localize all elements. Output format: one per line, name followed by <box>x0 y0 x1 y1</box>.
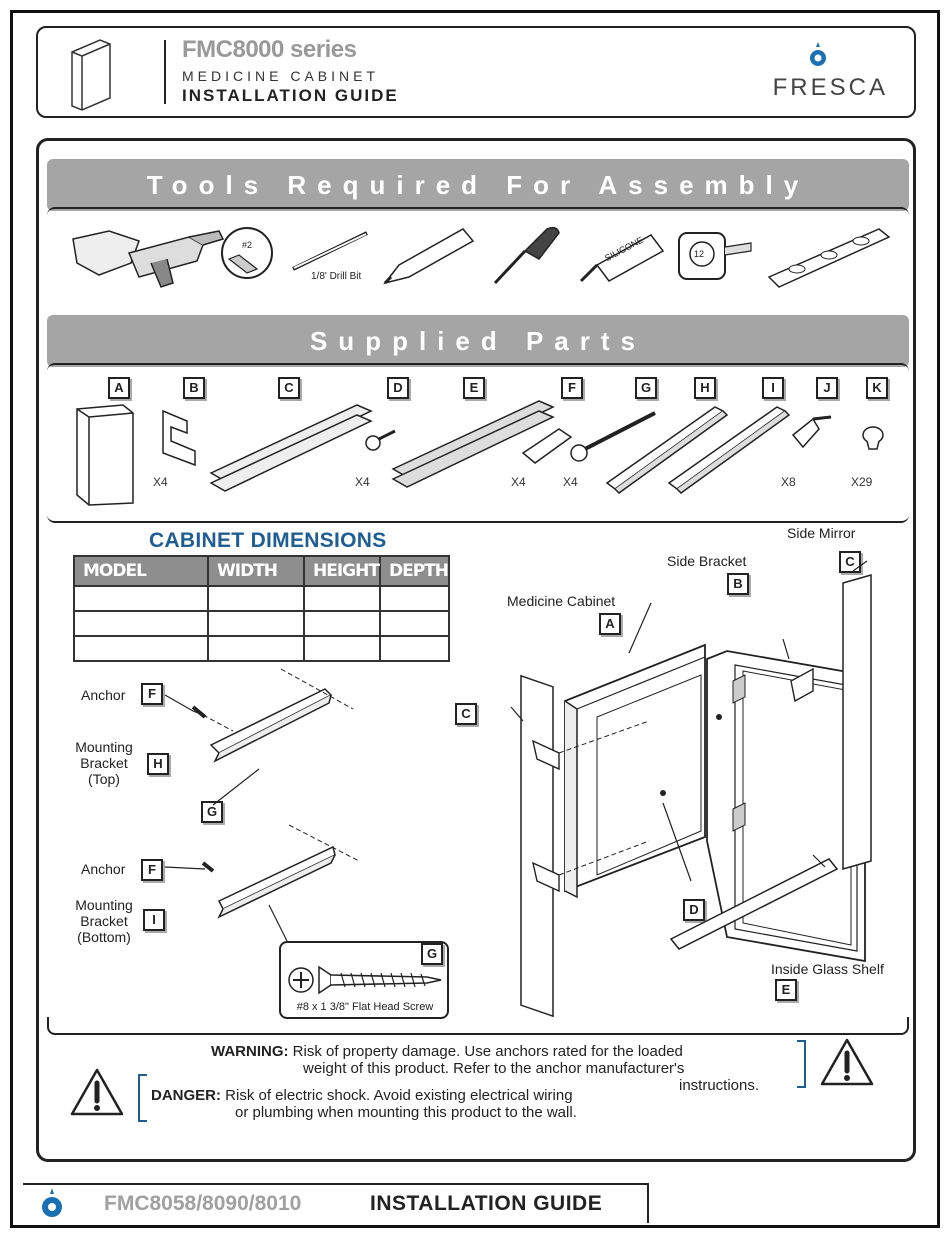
footer-guide: INSTALLATION GUIDE <box>370 1192 603 1215</box>
inside-glass-shelf-label: Inside Glass Shelf <box>771 961 884 977</box>
warning-line1: Risk of property damage. Use anchors rated for the loaded <box>292 1043 683 1060</box>
flat-head-screw-icon <box>287 965 443 995</box>
table-row <box>74 636 449 661</box>
anchor-part-icon <box>519 423 575 467</box>
part-label-d: D <box>387 377 409 399</box>
diagram-letter-e: E <box>775 979 797 1001</box>
guide-title: INSTALLATION GUIDE <box>182 86 399 105</box>
part-label-j: J <box>816 377 838 399</box>
table-row <box>74 586 449 611</box>
danger-line1: Risk of electric shock. Avoid existing electrical wiring <box>225 1087 573 1104</box>
part-label-a: A <box>108 377 130 399</box>
medicine-cabinet-label: Medicine Cabinet <box>507 593 616 609</box>
cabinet-part-icon <box>75 403 137 507</box>
footer-models: FMC8058/8090/8010 <box>104 1192 302 1215</box>
bottom-bracket-part-icon <box>667 403 791 495</box>
pencil-icon <box>383 225 475 287</box>
drill-icon <box>69 223 229 289</box>
warning-text <box>211 1043 683 1060</box>
warning-triangle-icon <box>819 1037 875 1087</box>
footer-logo-icon <box>40 1188 64 1218</box>
screwdriver-bit-icon <box>219 225 275 281</box>
bottom-bracket-diagram <box>163 821 373 951</box>
mounting-top-label: Mounting Bracket (Top) <box>75 739 133 787</box>
col-width: WIDTH <box>208 556 304 586</box>
anchor-bottom-label: Anchor <box>81 861 126 877</box>
bumper-part-icon <box>859 425 887 451</box>
warning-bracket <box>795 1039 807 1089</box>
screw-caption: #8 x 1 3/8" Flat Head Screw <box>296 1001 434 1013</box>
part-label-h: H <box>694 377 716 399</box>
qty-f: X4 <box>511 475 526 489</box>
diagram-letter-f-top: F <box>141 683 163 705</box>
screwdriver-icon <box>491 223 563 287</box>
anchor-top-label: Anchor <box>81 687 126 703</box>
danger-label: DANGER: <box>151 1087 221 1104</box>
qty-d: X4 <box>355 475 370 489</box>
tape-measure-icon <box>675 227 755 283</box>
drill-bit-icon <box>291 229 369 271</box>
diagram-letter-g-top: G <box>201 801 223 823</box>
header <box>36 26 916 118</box>
parts-heading: Supplied Parts <box>47 315 909 367</box>
dimensions-title: CABINET DIMENSIONS <box>149 529 387 552</box>
tape-label: 12 <box>694 249 705 259</box>
side-bracket-label: Side Bracket <box>667 553 747 569</box>
danger-triangle-icon <box>69 1067 125 1117</box>
col-height: HEIGHT <box>304 556 380 586</box>
mounting-bottom-label: Mounting Bracket (Bottom) <box>75 897 133 945</box>
dimensions-table <box>73 555 450 662</box>
part-label-c: C <box>278 377 300 399</box>
diagram-letter-i: I <box>143 909 165 931</box>
diagram-panel-bottom <box>47 1017 909 1035</box>
exploded-cabinet-diagram <box>479 541 899 1011</box>
danger-line2: or plumbing when mounting this product to the wall. <box>235 1104 577 1121</box>
fresca-logo-icon <box>808 42 828 68</box>
drill-bit-label: 1/8' Drill Bit <box>311 271 362 282</box>
qty-j: X8 <box>781 475 796 489</box>
series-title: FMC8000 series <box>182 36 357 63</box>
diagram-letter-b: B <box>727 573 749 595</box>
table-row <box>74 611 449 636</box>
qty-b: X4 <box>153 475 168 489</box>
level-icon <box>767 225 891 291</box>
diagram-letter-c-left: C <box>455 703 477 725</box>
warning-line3: instructions. <box>679 1077 760 1094</box>
part-label-b: B <box>183 377 205 399</box>
bit-label: #2 <box>242 240 253 250</box>
part-label-f: F <box>561 377 583 399</box>
danger-text <box>151 1087 573 1104</box>
diagram-letter-f-bottom: F <box>141 859 163 881</box>
diagram-letter-d: D <box>683 899 705 921</box>
main-panel <box>36 138 916 1162</box>
tools-heading: Tools Required For Assembly <box>47 159 909 211</box>
diagram-letter-g-detail: G <box>421 943 443 965</box>
side-mirror-part-icon <box>209 403 375 495</box>
top-bracket-diagram <box>163 665 363 805</box>
diagram-letter-c-right: C <box>839 551 861 573</box>
part-label-g: G <box>635 377 657 399</box>
part-label-i: I <box>762 377 784 399</box>
silicone-label: SILICONE <box>603 234 645 264</box>
side-mirror-label: Side Mirror <box>787 525 856 541</box>
brand-name: FRESCA <box>772 74 888 101</box>
danger-bracket <box>137 1073 149 1123</box>
diagram-letter-a: A <box>599 613 621 635</box>
part-label-k: K <box>866 377 888 399</box>
col-model: MODEL <box>74 556 208 586</box>
part-label-e: E <box>463 377 485 399</box>
warning-label: WARNING: <box>211 1043 289 1060</box>
qty-g: X4 <box>563 475 578 489</box>
cabinet-icon <box>70 38 114 110</box>
hinge-part-icon <box>789 411 835 453</box>
side-bracket-part-icon <box>159 407 199 469</box>
header-divider <box>164 40 166 104</box>
qty-k: X29 <box>851 475 873 489</box>
diagram-letter-h: H <box>147 753 169 775</box>
product-subtitle: MEDICINE CABINET <box>182 68 380 84</box>
col-depth: DEPTH <box>380 556 449 586</box>
warning-line2: weight of this product. Refer to the anchor manufacturer's <box>303 1060 685 1077</box>
